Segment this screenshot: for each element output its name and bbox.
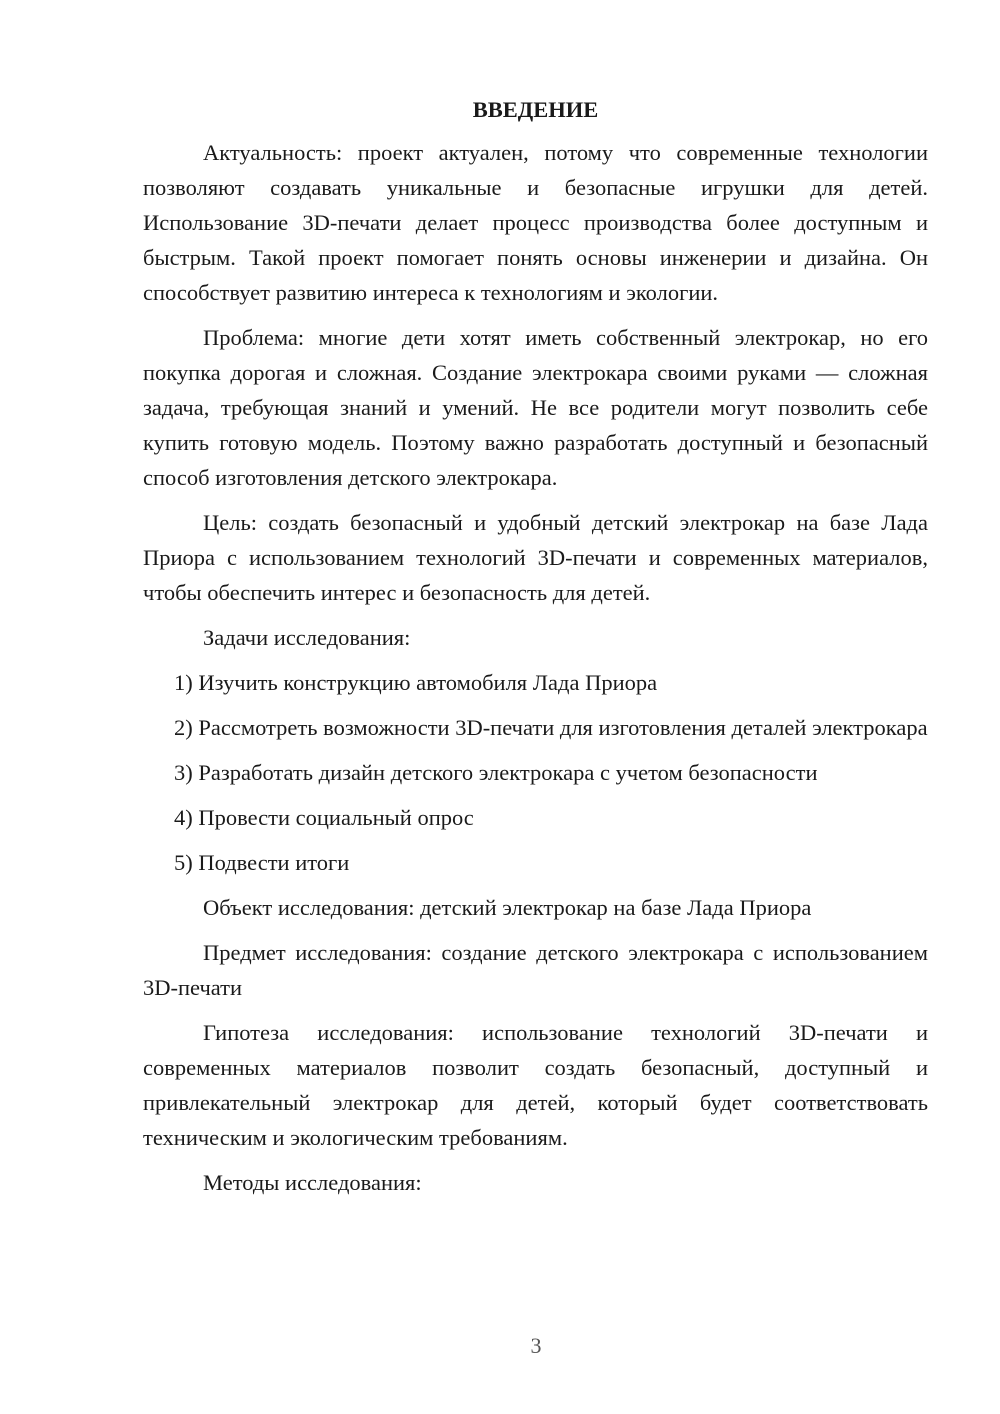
section-heading: ВВЕДЕНИЕ	[472, 97, 599, 122]
task-item-4: 4) Провести социальный опрос	[174, 805, 474, 830]
paragraph-problem: Проблема: многие дети хотят иметь собственный электрокар, но его покупка дорогая и сложная. Создание электрокара своими руками — сложная задача, требующая знаний и умений. Не все родители могут позволить себе купить готовую модель. Поэтому важно разработать доступный и безопасный способ изготовления детского электрокара.	[143, 325, 928, 490]
task-item-2: 2) Рассмотреть возможности 3D-печати для изготовления деталей электрокара	[174, 715, 928, 740]
task-item-3: 3) Разработать дизайн детского электрокара с учетом безопасности	[174, 760, 818, 785]
page-number: 3	[530, 1333, 542, 1358]
paragraph-tasks-title: Задачи исследования:	[203, 625, 411, 650]
paragraph-hypothesis: Гипотеза исследования: использование технологий 3D-печати и современных материалов позволит создать безопасный, доступный и привлекательный электрокар для детей, который будет соответствовать техническим и экологическим требованиям.	[143, 1020, 928, 1150]
page-content	[143, 95, 928, 1210]
paragraph-relevance: Актуальность: проект актуален, потому что современные технологии позволяют создавать уникальные и безопасные игрушки для детей. Использование 3D-печати делает процесс производства более доступным и быстрым. Такой проект помогает понять основы инженерии и дизайна. Он способствует развитию интереса к технологиям и экологии.	[143, 140, 928, 305]
task-item-5: 5) Подвести итоги	[174, 850, 350, 875]
paragraph-goal: Цель: создать безопасный и удобный детский электрокар на базе Лада Приора с использованием технологий 3D-печати и современных материалов, чтобы обеспечить интерес и безопасность для детей.	[143, 510, 928, 605]
paragraph-object: Объект исследования: детский электрокар на базе Лада Приора	[203, 895, 812, 920]
paragraph-methods: Методы исследования:	[203, 1170, 422, 1195]
paragraph-subject: Предмет исследования: создание детского электрокара с использованием 3D-печати	[143, 940, 928, 1000]
task-item-1: 1) Изучить конструкцию автомобиля Лада Приора	[174, 670, 658, 695]
